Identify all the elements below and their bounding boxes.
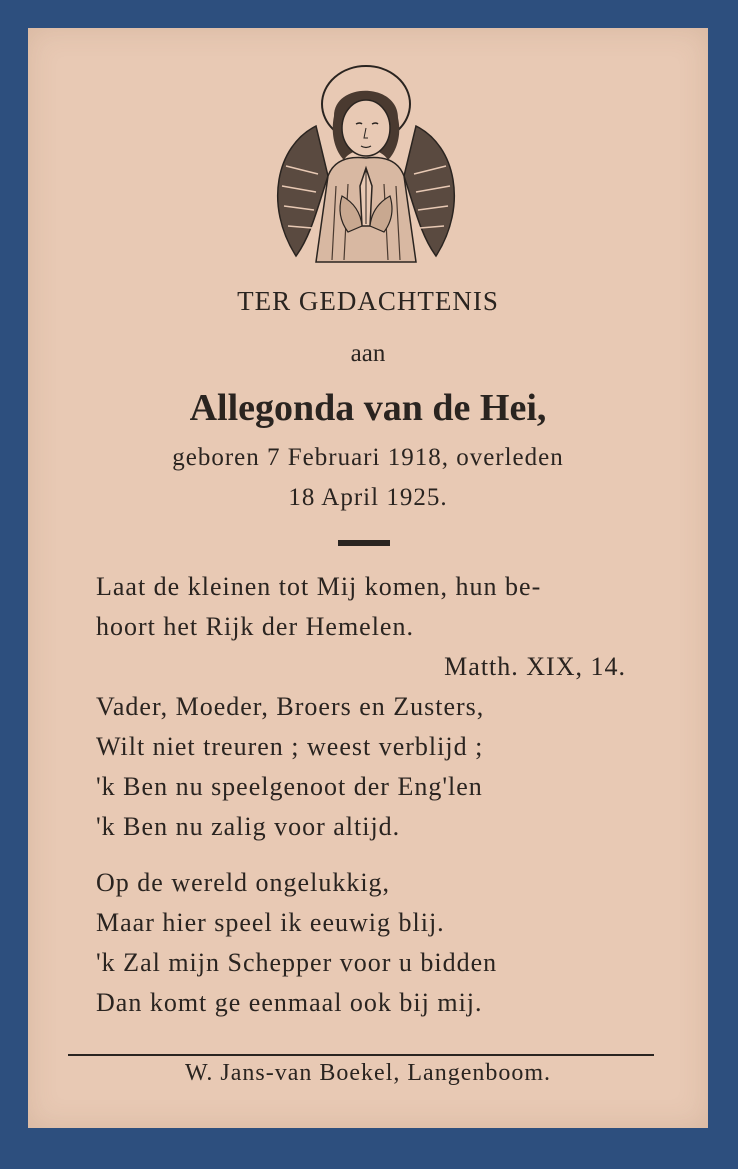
birth-death-dates: geboren 7 Februari 1918, overleden xyxy=(172,444,564,471)
memorial-card xyxy=(28,28,708,1128)
deceased-name: Allegonda van de Hei, xyxy=(189,387,547,429)
preposition-text: aan xyxy=(350,340,386,367)
poem-line: Vader, Moeder, Broers en Zusters, xyxy=(96,692,485,721)
poem-line: Wilt niet treuren ; weest verblijd ; xyxy=(96,732,484,761)
death-date: 18 April 1925. xyxy=(288,484,448,511)
footer-divider xyxy=(68,1054,654,1056)
scripture-reference: Matth. XIX, 14. xyxy=(444,652,626,681)
poem-line: Op de wereld ongelukkig, xyxy=(96,868,391,897)
printer-credit: W. Jans-van Boekel, Langenboom. xyxy=(184,1060,552,1086)
memorial-heading: TER GEDACHTENIS xyxy=(237,286,499,316)
scripture-line: Laat de kleinen tot Mij komen, hun be- xyxy=(96,572,542,601)
poem-line: Dan komt ge eenmaal ook bij mij. xyxy=(96,988,483,1017)
poem-line: 'k Ben nu speelgenoot der Eng'len xyxy=(96,772,483,801)
poem-line: 'k Ben nu zalig voor altijd. xyxy=(96,812,401,841)
scripture-line: hoort het Rijk der Hemelen. xyxy=(96,612,414,641)
poem-line: Maar hier speel ik eeuwig blij. xyxy=(96,908,445,937)
praying-angel-icon xyxy=(256,56,476,268)
poem-line: 'k Zal mijn Schepper voor u bidden xyxy=(96,948,498,977)
ornamental-divider xyxy=(338,540,390,546)
